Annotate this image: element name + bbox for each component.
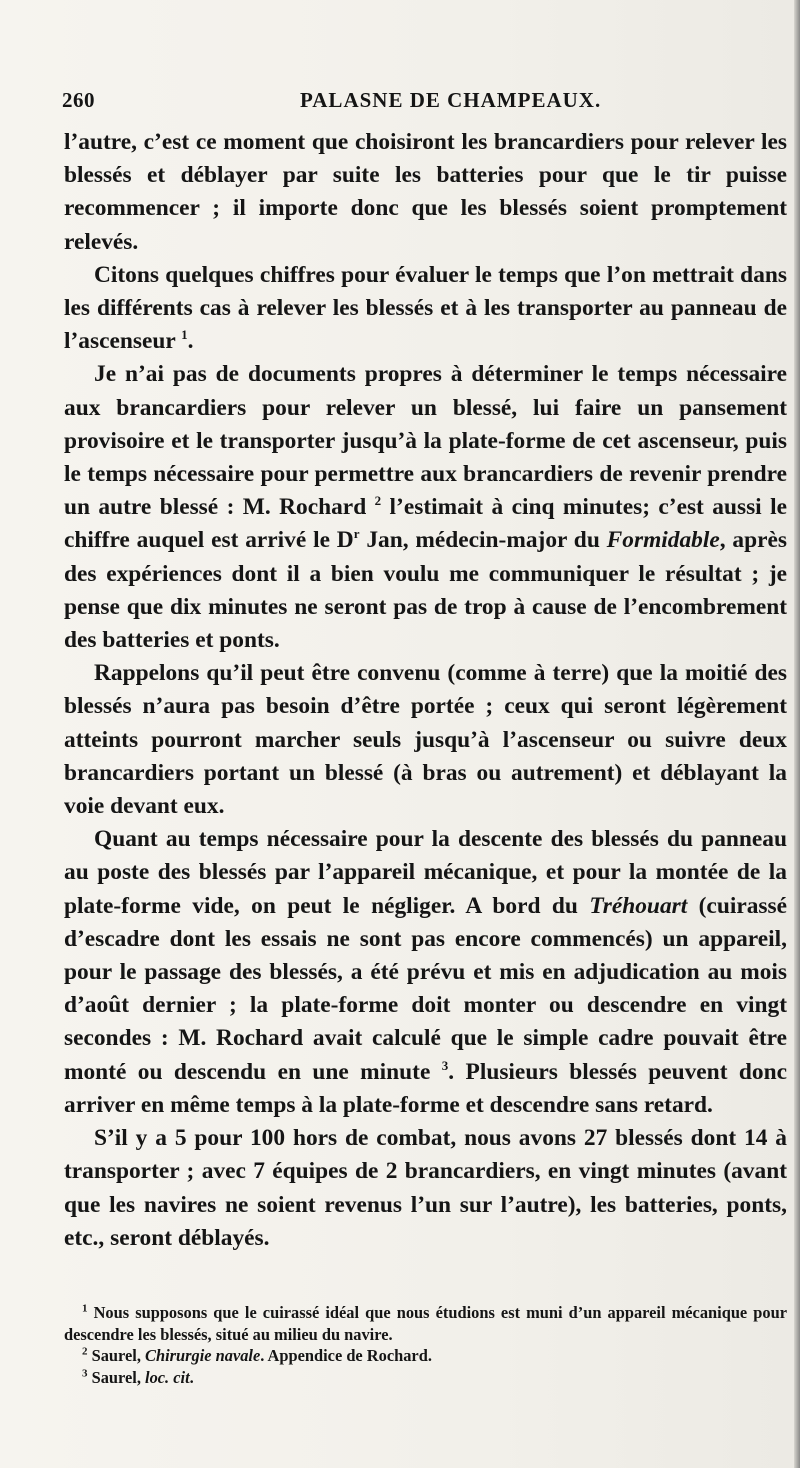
paragraph-3-text-a: Je n’ai pas de documents propres à déterminer le temps nécessaire aux brancardiers pour relever un blessé, lui faire un pansement provisoire et le transporter jusqu’à la plate-forme de cet ascenseur, puis le temps nécessaire pour permettre aux brancardiers de revenir prendre un autre blessé : M. Rochard [64,361,787,521]
paragraph-3-text-d: , après des expériences dont il a bien voulu me communiquer le résultat ; je pense que dix minutes ne seront pas de trop à cause de l’encombrement des batteries et ponts. [64,527,787,654]
paragraph-1-text: l’autre, c’est ce moment que choisiront les brancardiers pour relever les blessés et déblayer par suite les batteries pour que le tir puisse recommencer ; il importe donc que les blessés soient promptement relevés. [64,129,787,255]
ship-name-formidable: Formidable [606,527,720,554]
doctor-abbrev-sup: r [353,526,360,542]
footnote-ref-1: 1 [181,327,188,343]
footnote-3 [64,1367,787,1389]
footnote-3-text-b: . [189,1367,194,1387]
footnote-2 [64,1345,787,1367]
paragraph-5-text-c: . Plusieurs blessés peuvent donc arriver en même temps à la plate-forme et descendre sans retard. [64,1058,787,1118]
page-number: 260 [62,88,95,112]
paragraph-5-text-a: Quant au temps nécessaire pour la descente des blessés du panneau au poste des blessés par l’appareil mécanique, et pour la montée de la plate-forme vide, on peut le négliger. A bord du [64,826,787,919]
footnote-2-text-b: . Appendice de Rochard. [260,1346,432,1365]
footnote-3-title: loc. cit [145,1367,190,1387]
paragraph-3-text-b: l’estimait à cinq minutes; c’est aussi le chiffre auquel est arrivé le D [64,494,787,554]
paragraph-1 [64,126,787,259]
paragraph-2-end: . [187,328,194,355]
paragraph-5 [64,823,787,1122]
footnote-3-text-a: Saurel, [87,1367,146,1387]
body-text [64,126,787,1255]
footnote-2-text-a: Saurel, [87,1346,146,1365]
paragraph-6-text: S’il y a 5 pour 100 hors de combat, nous avons 27 blessés dont 14 à transporter ; avec 7 équipes de 2 brancardiers, en vingt minutes (avant que les navires ne soient revenus l’un sur l’autre), les batteries, ponts, etc., seront déblayés. [64,1125,787,1251]
footnote-1-mark: 1 [82,1302,88,1315]
paragraph-3-text-c: Jan, médecin-major du [359,527,607,554]
paragraph-4 [64,657,787,823]
footnote-1-text: Nous supposons que le cuirassé idéal que nous étudions est muni d’un appareil mécanique pour descendre les blessés, situé au milieu du navire. [64,1303,787,1344]
footnote-2-mark: 2 [82,1345,88,1358]
paragraph-2-text: Citons quelques chiffres pour évaluer le temps que l’on mettrait dans les différents cas à relever les blessés et à les transporter au panneau de l’ascenseur [64,261,787,355]
paragraph-5-text-b: (cuirassé d’escadre dont les essais ne sont pas encore commencés) un appareil, pour le passage des blessés, a été prévu et mis en adjudication au mois d’août dernier ; la plate-forme doit monter ou descendre en vingt secondes : M. Rochard avait calculé que le simple cadre pouvait être monté ou descendu en une minute [64,892,787,1085]
page-edge-shadow [794,0,800,1468]
paragraph-4-text: Rappelons qu’il peut être convenu (comme à terre) que la moitié des blessés n’aura pas besoin d’être portée ; ceux qui seront légèrement atteints pourront marcher seuls jusqu’à l’ascenseur ou suivre deux brancardiers portant un blessé (à bras ou autrement) et déblayant la voie devant eux. [64,660,787,820]
footnote-ref-3: 3 [441,1057,449,1073]
running-head [62,88,782,118]
running-title: PALASNE DE CHAMPEAUX. [300,88,602,112]
footnotes [64,1302,787,1388]
paragraph-6 [64,1122,787,1255]
footnote-3-mark: 3 [82,1367,88,1380]
paragraph-2 [64,259,787,359]
footnote-ref-2: 2 [374,493,382,509]
ship-name-trehouart: Tréhouart [589,892,688,919]
footnote-2-title: Chirurgie navale [145,1346,261,1365]
paragraph-3 [64,358,787,657]
footnote-1 [64,1302,787,1345]
